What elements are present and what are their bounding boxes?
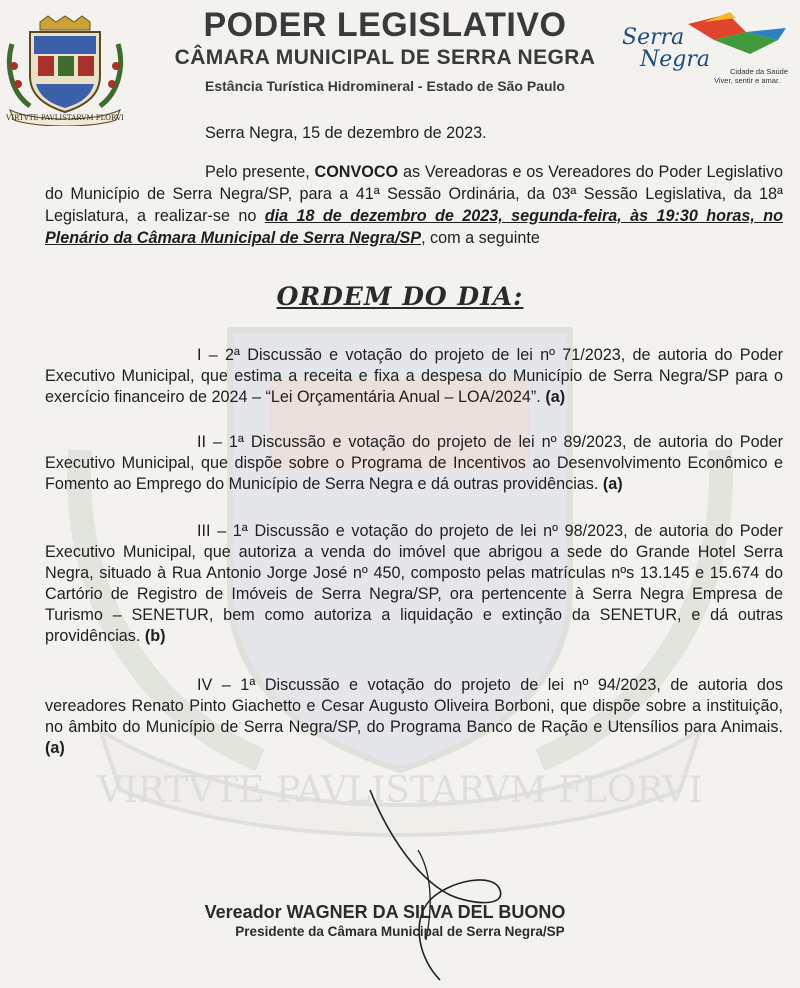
agenda-item <box>45 345 783 408</box>
intro-text-2: as Vereadoras e os Vereadores do Poder Legislativo do Município de Serra Negra/SP, para a 41ª Sessão Ordinária, da 03ª Sessão Legislativa, da 18ª Legislatura, a realizar-se no <box>45 163 784 225</box>
municipal-crest-icon <box>4 14 126 126</box>
logo-line1: Serra <box>622 25 685 50</box>
intro-text-1: Pelo presente, <box>205 163 315 181</box>
section-title: ORDEM DO DIA: <box>276 282 524 311</box>
intro-bold: CONVOCO <box>314 163 399 181</box>
header-tagline: Estância Turística Hidromineral - Estado de São Paulo <box>205 78 565 94</box>
intro-text-3: , com a seguinte <box>421 229 540 247</box>
agenda-item <box>45 521 783 647</box>
header-subtitle: CÂMARA MUNICIPAL DE SERRA NEGRA <box>174 46 596 69</box>
logo-slogan2: Viver, sentir e amar. <box>714 76 781 85</box>
agenda-item-text: III – 1ª Discussão e votação do projeto de lei nº 98/2023, de autoria do Poder Executivo Municipal, que autoriza a venda do imóvel que abrigou a sede do Grande Hotel Serra Negra, situado à Rua Antonio Jorge José nº 450, composto pelas matrículas nºs 13.145 e 15.674 do Cartório de Registro de Imóveis de Serra Negra/SP, ora pertencente à Serra Negra Empresa de Turismo – SENETUR, bem como autoriza a liquidação e extinção da SENETUR, e dá outras providências. <box>45 522 783 645</box>
handwritten-signature <box>330 780 530 985</box>
intro-emphasis: dia 18 de dezembro de 2023, segunda-feira, às 19:30 horas, no Plenário da Câmara Municipal de Serra Negra/SP <box>45 207 784 247</box>
logo-line2: Negra <box>640 47 710 72</box>
agenda-item <box>45 675 783 759</box>
agenda-item-note: (a) <box>602 475 623 493</box>
logo-slogan1: Cidade da Saúde <box>730 67 788 76</box>
serra-negra-logo-icon <box>618 10 788 90</box>
agenda-item-text: II – 1ª Discussão e votação do projeto de lei nº 89/2023, de autoria do Poder Executivo Municipal, que dispõe sobre o Programa de Incentivos ao Desenvolvimento Econômico e Fomento ao Emprego do Município de Serra Negra e dá outras providências. <box>45 433 783 493</box>
agenda-item-note: (b) <box>144 627 166 645</box>
header-title: PODER LEGISLATIVO <box>203 6 567 44</box>
agenda-item <box>45 432 783 495</box>
agenda-item-note: (a) <box>545 388 566 406</box>
convocation-paragraph <box>45 161 783 249</box>
watermark-motto: VIRTVTE PAVLISTARVM FLORVI <box>97 770 703 811</box>
agenda-item-text: I – 2ª Discussão e votação do projeto de lei nº 71/2023, de autoria do Poder Executivo Municipal, que estima a receita e fixa a despesa do Município de Serra Negra/SP para o exercício financeiro de 2024 – “Lei Orçamentária Anual – LOA/2024”. <box>45 346 783 406</box>
crest-motto: VIRTVTE PAVLISTARVM FLORVI <box>6 114 124 122</box>
signatory-name: Vereador WAGNER DA SILVA DEL BUONO <box>204 902 566 922</box>
date-line: Serra Negra, 15 de dezembro de 2023. <box>205 124 487 142</box>
signatory-role: Presidente da Câmara Municipal de Serra Negra/SP <box>235 924 565 939</box>
agenda-item-note: (a) <box>45 739 65 757</box>
agenda-item-text: IV – 1ª Discussão e votação do projeto de lei nº 94/2023, de autoria dos vereadores Renato Pinto Giachetto e Cesar Augusto Oliveira Borboni, que dispõe sobre a instituição, no âmbito do Município de Serra Negra/SP, do Programa Banco de Ração e Utensílios para Animais. <box>45 676 783 736</box>
